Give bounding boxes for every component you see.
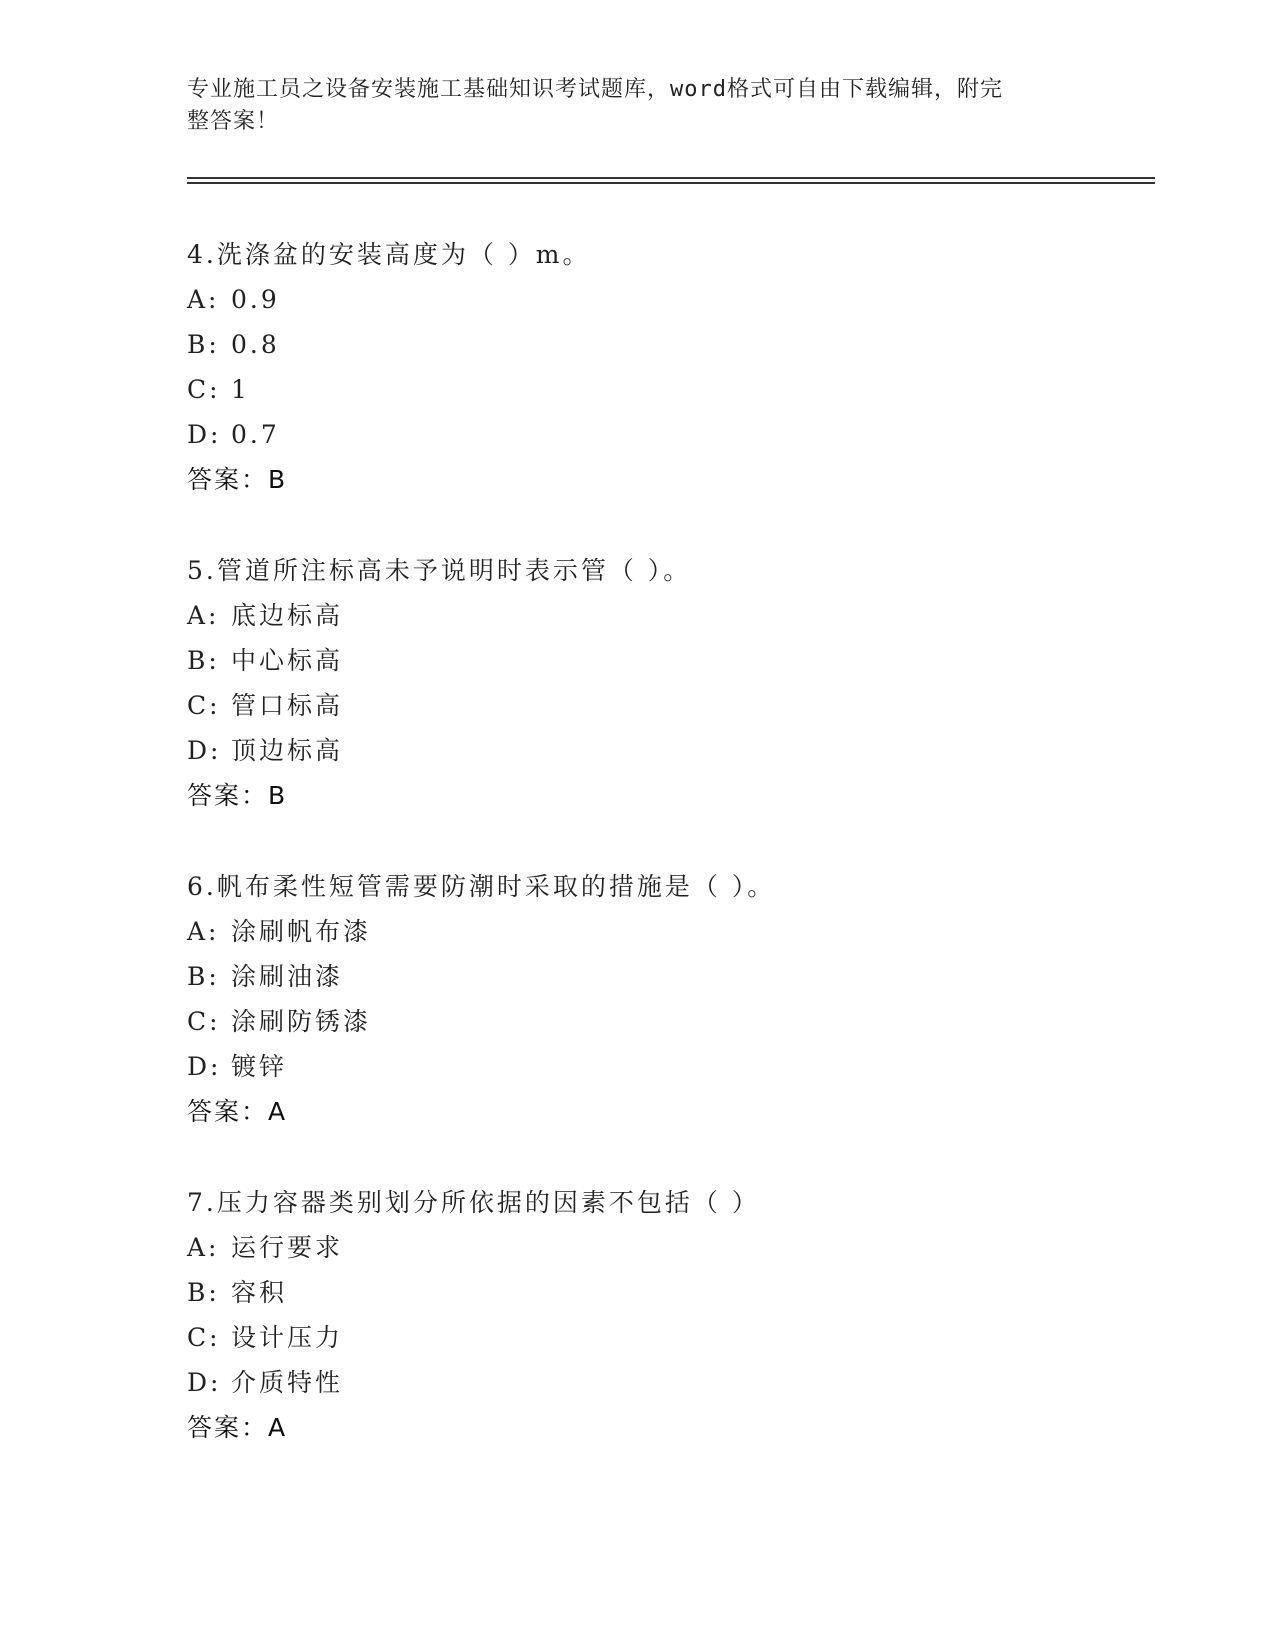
option-a xyxy=(187,277,1147,322)
option-text: 底边标高 xyxy=(231,601,344,630)
question-4 xyxy=(187,232,1147,502)
option-letter: B: xyxy=(187,646,220,675)
option-letter: A: xyxy=(187,285,220,314)
option-d xyxy=(187,1044,1147,1089)
answer-line: 答案：B xyxy=(187,781,288,810)
option-text: 顶边标高 xyxy=(231,736,344,765)
question-6 xyxy=(187,864,1147,1134)
option-letter: B: xyxy=(187,962,220,991)
option-d xyxy=(187,412,1147,457)
document-header xyxy=(187,74,1067,138)
option-text: 中心标高 xyxy=(231,646,344,675)
option-a xyxy=(187,909,1147,954)
option-b xyxy=(187,954,1147,999)
question-title: 5.管道所注标高未予说明时表示管（ ）。 xyxy=(187,556,692,585)
question-title: 6.帆布柔性短管需要防潮时采取的措施是（ ）。 xyxy=(187,872,776,901)
header-line-1: 专业施工员之设备安装施工基础知识考试题库，word格式可自由下载编辑，附完 xyxy=(187,77,1003,102)
question-5 xyxy=(187,548,1147,818)
answer-line: 答案：A xyxy=(187,1413,288,1442)
option-b xyxy=(187,638,1147,683)
option-a xyxy=(187,1225,1147,1270)
option-b xyxy=(187,322,1147,367)
option-c xyxy=(187,1315,1147,1360)
option-d xyxy=(187,1360,1147,1405)
option-letter: C: xyxy=(187,375,221,404)
option-text: 涂刷帆布漆 xyxy=(231,917,372,946)
option-a xyxy=(187,593,1147,638)
answer-line: 答案：B xyxy=(187,465,288,494)
option-text: 0.9 xyxy=(231,285,280,314)
header-divider-top xyxy=(187,177,1155,179)
option-letter: C: xyxy=(187,1007,221,1036)
option-c xyxy=(187,367,1147,412)
option-text: 镀锌 xyxy=(231,1052,288,1081)
option-letter: C: xyxy=(187,1323,221,1352)
option-letter: A: xyxy=(187,1233,220,1262)
option-c xyxy=(187,683,1147,728)
question-title: 4.洗涤盆的安装高度为（ ）m。 xyxy=(187,240,591,269)
option-text: 涂刷防锈漆 xyxy=(231,1007,372,1036)
option-text: 管口标高 xyxy=(231,691,344,720)
option-b xyxy=(187,1270,1147,1315)
option-letter: D: xyxy=(187,1052,222,1081)
header-divider-bottom xyxy=(187,182,1155,184)
option-text: 涂刷油漆 xyxy=(231,962,344,991)
option-text: 运行要求 xyxy=(231,1233,344,1262)
option-letter: D: xyxy=(187,1368,222,1397)
option-text: 1 xyxy=(231,375,250,404)
option-letter: D: xyxy=(187,420,222,449)
option-letter: A: xyxy=(187,917,220,946)
option-text: 容积 xyxy=(231,1278,288,1307)
question-title: 7.压力容器类别划分所依据的因素不包括（ ） xyxy=(187,1188,760,1217)
option-text: 0.8 xyxy=(231,330,280,359)
option-letter: D: xyxy=(187,736,222,765)
header-line-2: 整答案！ xyxy=(187,109,280,134)
option-c xyxy=(187,999,1147,1044)
option-text: 设计压力 xyxy=(231,1323,344,1352)
option-letter: B: xyxy=(187,330,220,359)
option-letter: C: xyxy=(187,691,221,720)
option-d xyxy=(187,728,1147,773)
answer-line: 答案：A xyxy=(187,1097,288,1126)
option-text: 0.7 xyxy=(231,420,280,449)
option-text: 介质特性 xyxy=(231,1368,344,1397)
option-letter: B: xyxy=(187,1278,220,1307)
option-letter: A: xyxy=(187,601,220,630)
question-7 xyxy=(187,1180,1147,1450)
